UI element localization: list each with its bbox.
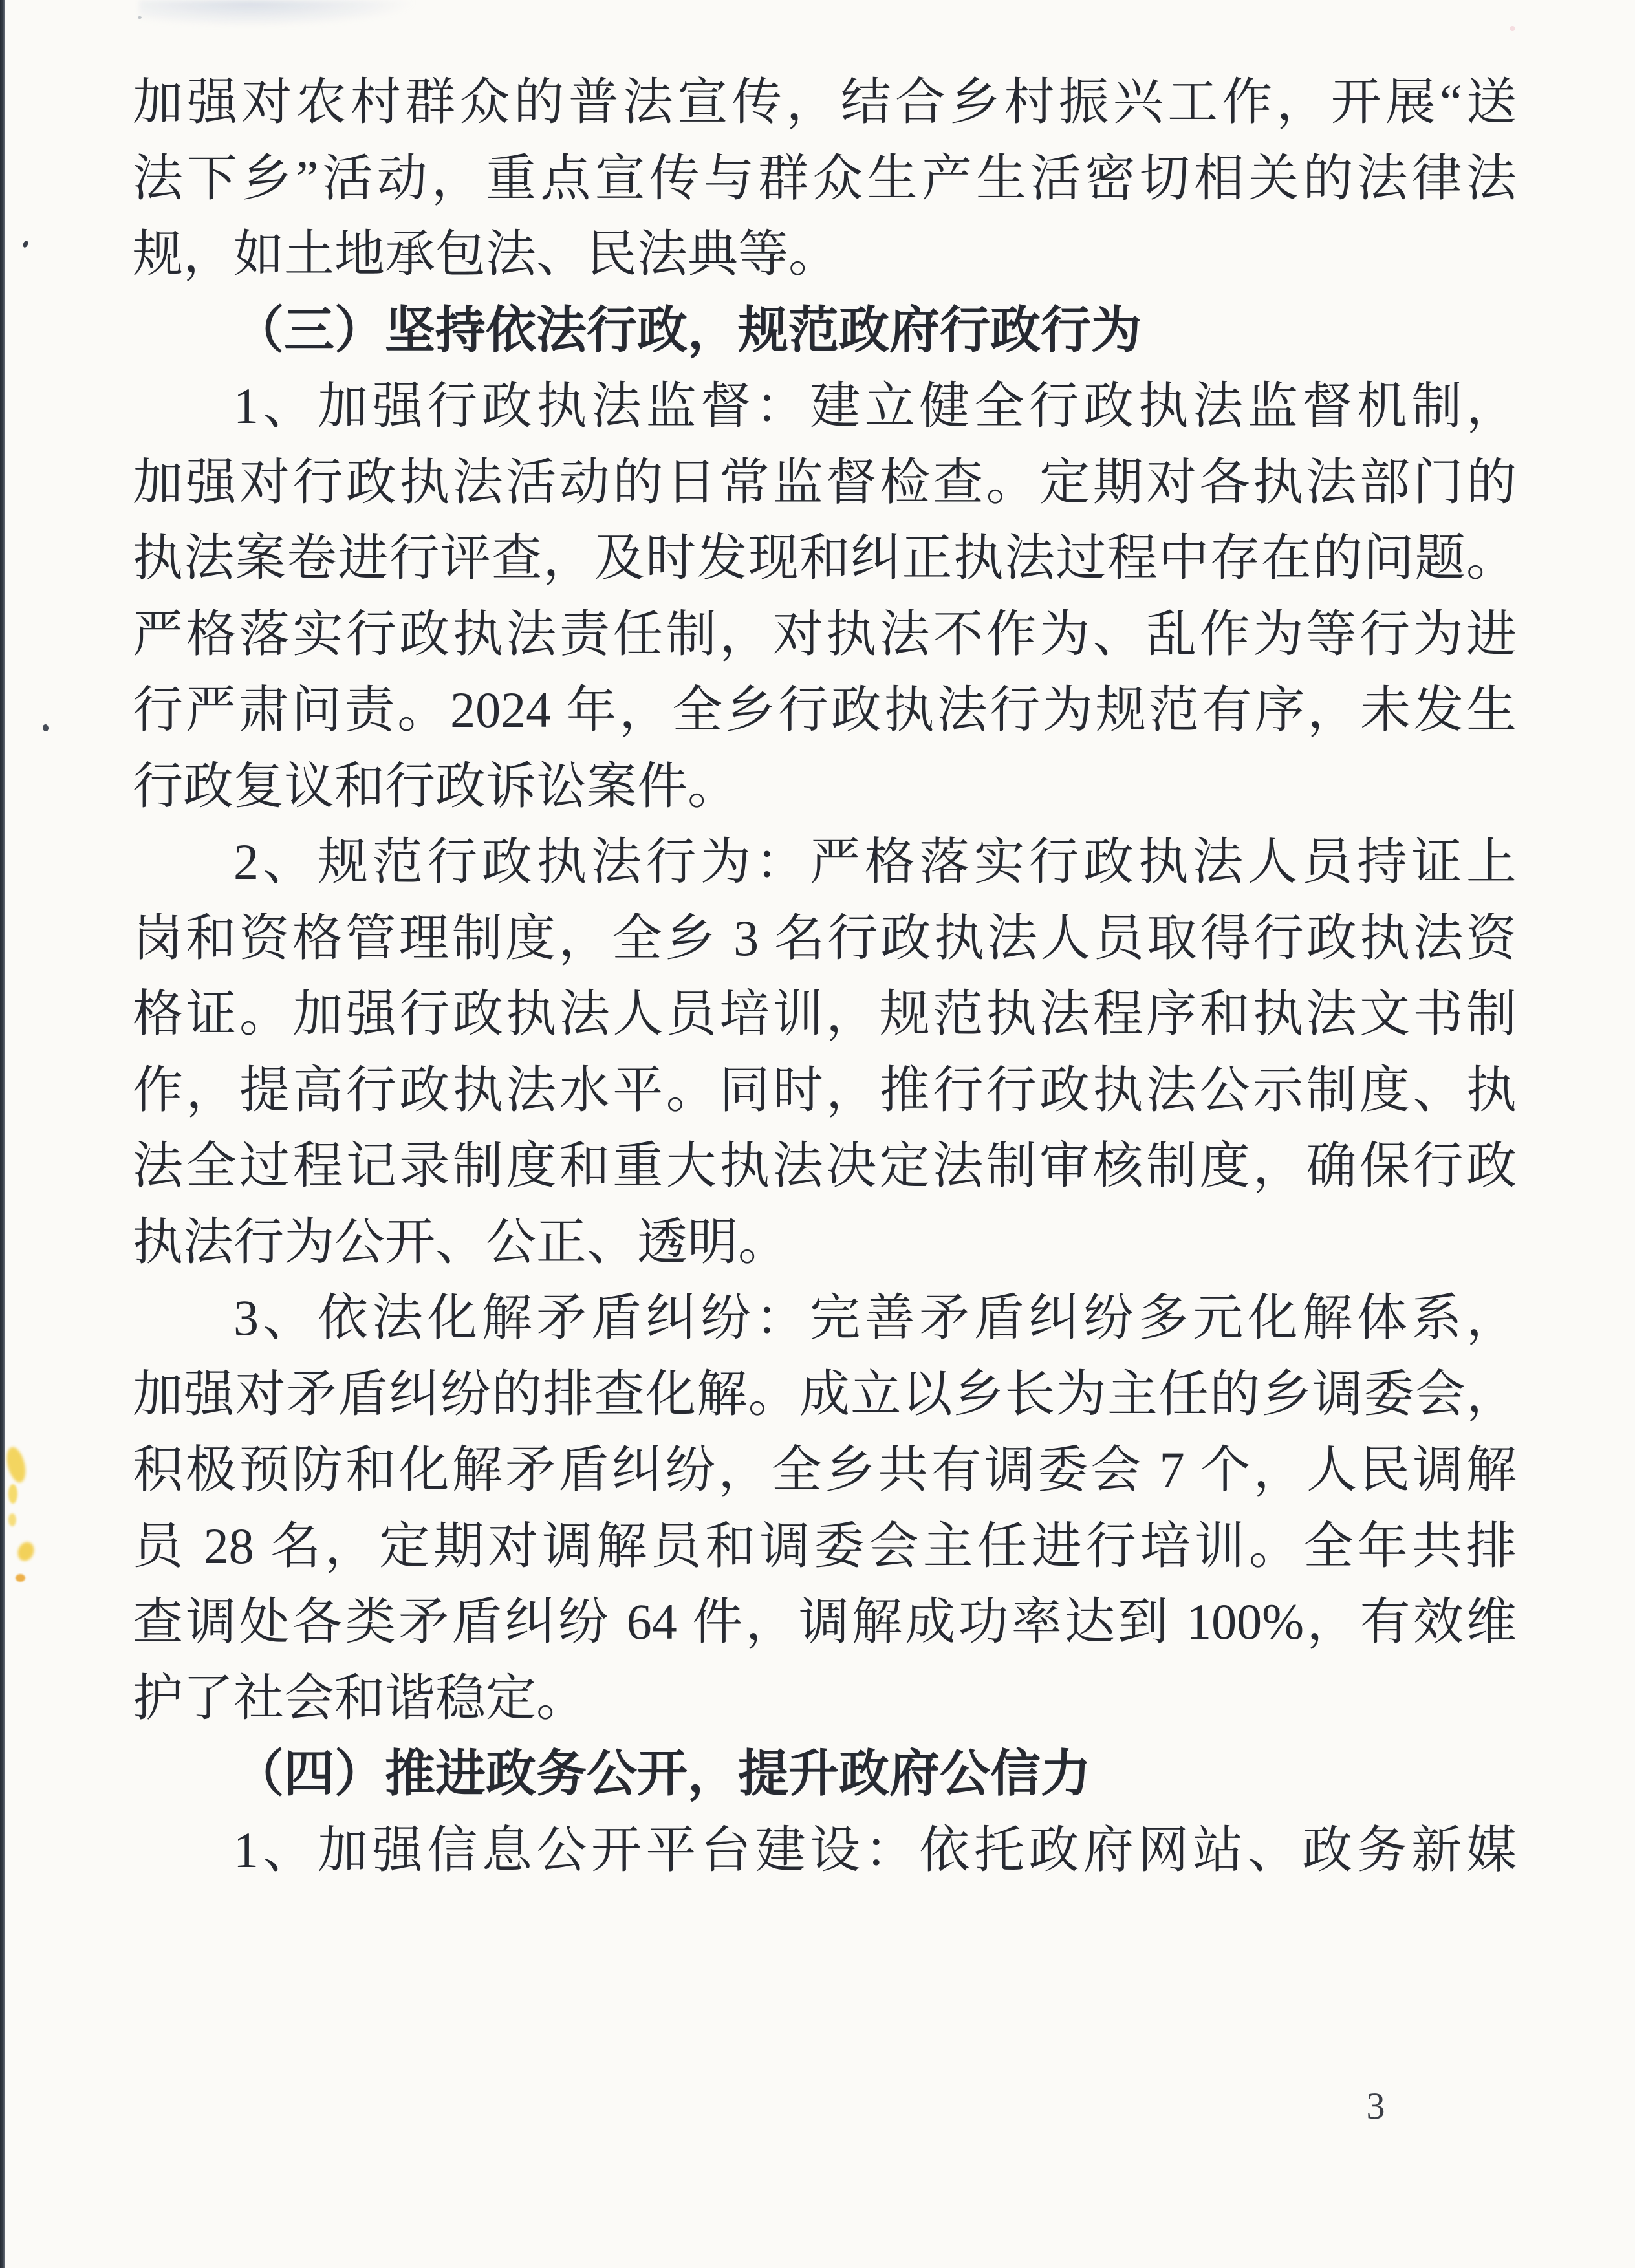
scan-smudge-yellow xyxy=(16,1574,25,1582)
scan-top-smudge xyxy=(139,0,417,27)
document-text-block xyxy=(133,64,1517,1888)
section-heading-3: （三）坚持依法行政，规范政府行政行为 xyxy=(233,301,1142,358)
text-line-9: 行严肃问责。2024 年，全乡行政执法行为规范有序，未发生 xyxy=(133,682,1517,738)
text-line-24: 1、加强信息公开平台建设：依托政府网站、政务新媒 xyxy=(233,1821,1517,1878)
scan-smudge-yellow xyxy=(15,1539,37,1563)
text-line-3: 规，如土地承包法、民法典等。 xyxy=(133,226,839,282)
text-line-18: 加强对矛盾纠纷的排查化解。成立以乡长为主任的乡调委会， xyxy=(133,1365,1517,1422)
text-line-15: 法全过程记录制度和重大执法决定法制审核制度，确保行政 xyxy=(133,1138,1517,1194)
text-line-14: 作，提高行政执法水平。同时，推行行政执法公示制度、执 xyxy=(133,1061,1517,1118)
scan-speck xyxy=(22,240,29,248)
scan-speck xyxy=(138,16,142,19)
text-line-13: 格证。加强行政执法人员培训，规范执法程序和执法文书制 xyxy=(133,986,1517,1042)
text-line-10: 行政复议和行政诉讼案件。 xyxy=(133,757,739,814)
scan-speck xyxy=(42,724,49,731)
text-line-7: 执法案卷进行评查，及时发现和纠正执法过程中存在的问题。 xyxy=(133,530,1517,586)
section-heading-4: （四）推进政务公开，提升政府公信力 xyxy=(233,1745,1092,1802)
text-line-20: 员 28 名，定期对调解员和调委会主任进行培训。全年共排 xyxy=(133,1517,1517,1574)
text-line-2: 法下乡”活动，重点宣传与群众生产生活密切相关的法律法 xyxy=(133,149,1517,206)
text-line-16: 执法行为公开、公正、透明。 xyxy=(133,1213,789,1270)
text-line-12: 岗和资格管理制度，全乡 3 名行政执法人员取得行政执法资 xyxy=(133,909,1517,966)
scan-speck xyxy=(1510,26,1515,31)
text-line-8: 严格落实行政执法责任制，对执法不作为、乱作为等行为进 xyxy=(133,605,1517,662)
text-line-1: 加强对农村群众的普法宣传，结合乡村振兴工作，开展“送 xyxy=(133,74,1517,130)
text-line-17: 3、依法化解矛盾纠纷：完善矛盾纠纷多元化解体系， xyxy=(233,1290,1517,1346)
text-line-21: 查调处各类矛盾纠纷 64 件，调解成功率达到 100%，有效维 xyxy=(133,1593,1517,1650)
text-line-11: 2、规范行政执法行为：严格落实行政执法人员持证上 xyxy=(233,834,1517,890)
text-line-19: 积极预防和化解矛盾纠纷，全乡共有调委会 7 个，人民调解 xyxy=(133,1442,1517,1498)
scan-smudge-yellow xyxy=(8,1484,17,1504)
text-line-6: 加强对行政执法活动的日常监督检查。定期对各执法部门的 xyxy=(133,453,1517,510)
page-number: 3 xyxy=(1366,2085,1385,2127)
text-line-22: 护了社会和谐稳定。 xyxy=(133,1669,587,1726)
scan-edge-strip xyxy=(0,0,5,2268)
scan-smudge-yellow xyxy=(8,1513,16,1526)
scan-smudge-yellow xyxy=(4,1445,29,1485)
text-line-5: 1、加强行政执法监督：建立健全行政执法监督机制， xyxy=(233,378,1517,434)
